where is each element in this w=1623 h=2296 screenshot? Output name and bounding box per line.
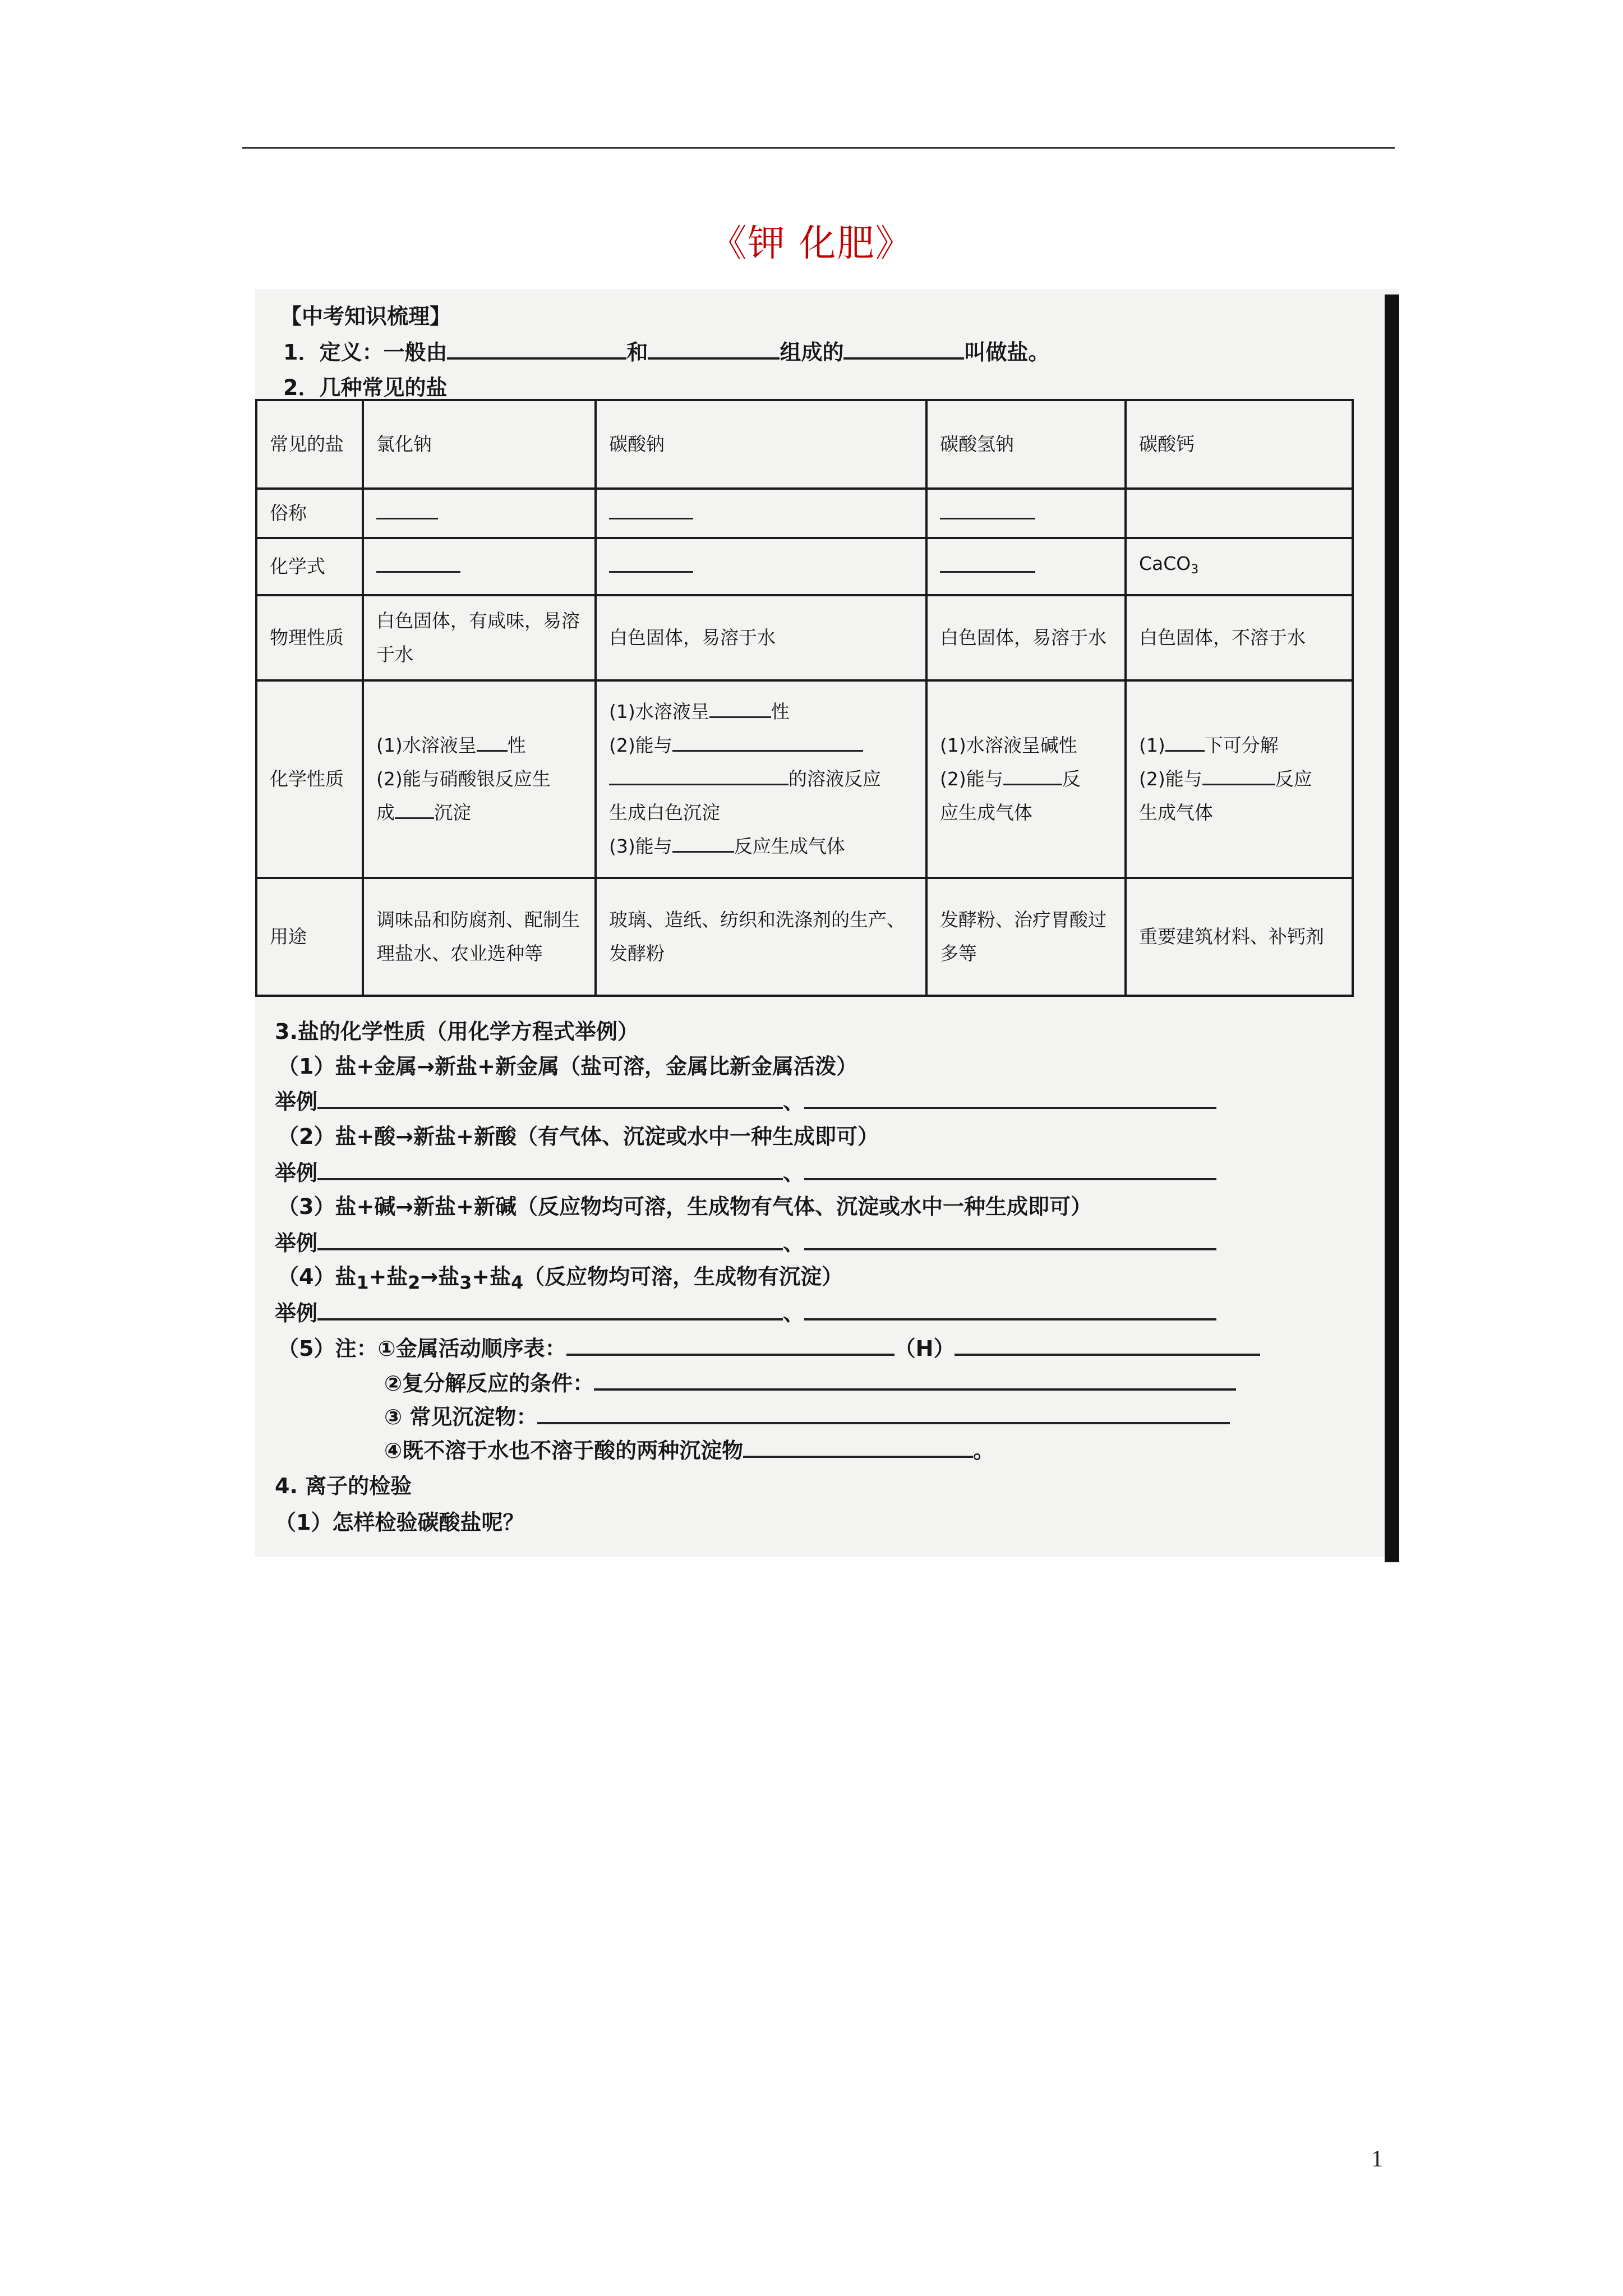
formula-caco3-subscript: 3: [1191, 562, 1199, 577]
chem-text: 下可分解: [1204, 734, 1279, 756]
header-rule: [242, 147, 1395, 149]
example-blank: [804, 1227, 1216, 1250]
fill-blank: [609, 502, 693, 519]
chem-text: 生成气体: [1139, 802, 1213, 823]
definition-prefix: 1．定义：一般由: [283, 340, 448, 365]
fill-blank: [940, 502, 1035, 519]
example-line-1: [275, 1084, 1216, 1115]
chem-text: 沉淀: [434, 802, 471, 823]
common-salts-heading: 2．几种常见的盐: [283, 375, 448, 400]
header-cell: 氯化钠: [363, 400, 596, 489]
formula-caco3-cell: [1126, 538, 1353, 595]
example-label: 举例: [275, 1089, 318, 1114]
table-row-nickname: [256, 489, 1353, 538]
chem-text: 反: [1062, 768, 1081, 790]
fill-blank: [709, 701, 771, 718]
section4-heading: 4. 离子的检验: [275, 1474, 412, 1498]
example-line-2: [275, 1156, 1216, 1186]
fill-blank: [672, 734, 863, 752]
note-line-2: [384, 1366, 1236, 1397]
note-line-3: [384, 1400, 1230, 1430]
definition-line: [283, 335, 1050, 366]
fill-blank: [1165, 734, 1205, 752]
chem-text: (1): [1139, 734, 1165, 756]
chem-text: 生成白色沉淀: [609, 802, 720, 823]
item4-subscript: 3: [459, 1273, 472, 1294]
header-cell: 碳酸氢钠: [926, 400, 1126, 489]
header-cell: 常见的盐: [256, 400, 363, 489]
item4-text: +盐: [472, 1264, 511, 1289]
example-label: 举例: [275, 1231, 318, 1255]
item4-subscript: 4: [511, 1273, 524, 1294]
note-1-mark: （H）: [894, 1336, 955, 1361]
header-cell: 碳酸钠: [596, 400, 926, 489]
formula-blank-cell: [596, 538, 926, 595]
physical-cell: 白色固体，易溶于水: [596, 595, 926, 680]
row-label: 俗称: [256, 489, 363, 538]
fill-blank: [609, 555, 693, 573]
chemical-nahco3-cell: [926, 680, 1126, 878]
note-1: ①金属活动顺序表：: [377, 1336, 566, 1361]
chem-text: 性: [771, 701, 790, 723]
section4-item1: （1）怎样检验碳酸盐呢？: [275, 1510, 524, 1535]
definition-blank-2: [648, 336, 780, 360]
example-blank: [804, 1157, 1216, 1180]
note-label: （5）注：: [278, 1336, 378, 1361]
note-3: ③ 常见沉淀物：: [384, 1405, 538, 1429]
example-blank: [317, 1085, 783, 1109]
example-separator: 、: [783, 1231, 805, 1255]
example-label: 举例: [275, 1301, 318, 1326]
chemical-caco3-cell: [1126, 680, 1353, 878]
section3-item3: （3）盐+碱→新盐+新碱（反应物均可溶，生成物有气体、沉淀或水中一种生成即可）: [278, 1194, 1092, 1219]
use-cell: 调味品和防腐剂、配制生理盐水、农业选种等: [363, 878, 596, 996]
scan-border: [1385, 295, 1399, 1562]
example-blank: [317, 1157, 783, 1180]
note-blank: [537, 1401, 1230, 1424]
chem-text: 反应: [1275, 768, 1312, 790]
fill-blank: [376, 555, 460, 573]
example-blank: [804, 1085, 1216, 1109]
nickname-empty-cell: [1126, 489, 1353, 538]
chem-text: (2)能与: [940, 768, 1003, 790]
note-4-end: 。: [973, 1438, 995, 1463]
physical-cell: 白色固体，不溶于水: [1126, 595, 1353, 680]
example-blank: [804, 1297, 1216, 1320]
item4-text: （反应物均可溶，生成物有沉淀）: [523, 1264, 843, 1289]
fill-blank: [672, 835, 734, 853]
nickname-blank-cell: [596, 489, 926, 538]
header-cell: 碳酸钙: [1126, 400, 1353, 489]
table-row-chemical: [256, 680, 1353, 878]
chem-text: (2)能与硝酸银反应生: [376, 768, 551, 790]
fill-blank: [395, 802, 434, 819]
note-4: ④既不溶于水也不溶于酸的两种沉淀物: [384, 1438, 744, 1463]
definition-suffix: 叫做盐。: [964, 340, 1050, 365]
chemical-na2co3-cell: [596, 680, 926, 878]
chem-text: (2)能与: [609, 734, 672, 756]
row-label: 化学式: [256, 538, 363, 595]
fill-blank: [609, 768, 789, 785]
chem-text: (1)水溶液呈: [376, 734, 477, 756]
fill-blank: [940, 555, 1035, 573]
example-label: 举例: [275, 1161, 318, 1185]
fill-blank: [376, 502, 438, 519]
note-blank: [955, 1332, 1260, 1356]
chem-text: (3)能与: [609, 835, 672, 857]
nickname-blank-cell: [363, 489, 596, 538]
note-blank: [743, 1434, 973, 1458]
item4-text: +盐: [368, 1264, 408, 1289]
chem-text: 反应生成气体: [734, 835, 845, 857]
chem-text: (2)能与: [1139, 768, 1202, 790]
use-cell: 重要建筑材料、补钙剂: [1126, 878, 1353, 996]
item4-subscript: 1: [356, 1273, 369, 1294]
note-2: ②复分解反应的条件：: [384, 1371, 594, 1396]
use-cell: 玻璃、造纸、纺织和洗涤剂的生产、发酵粉: [596, 878, 926, 996]
document-title: 《钾 化肥》: [709, 222, 914, 265]
section3-item4: [278, 1259, 843, 1294]
chem-text: (1)水溶液呈碱性: [940, 734, 1077, 756]
chem-text: 成: [376, 802, 395, 823]
item4-text: （4）盐: [278, 1264, 357, 1289]
example-line-3: [275, 1226, 1216, 1257]
example-separator: 、: [783, 1089, 805, 1114]
use-cell: 发酵粉、治疗胃酸过多等: [926, 878, 1126, 996]
fill-blank: [1202, 768, 1275, 785]
row-label: 化学性质: [256, 680, 363, 878]
definition-mid-2: 组成的: [780, 340, 844, 365]
note-blank: [594, 1367, 1236, 1391]
item4-subscript: 2: [408, 1273, 421, 1294]
nickname-blank-cell: [926, 489, 1126, 538]
section3-heading: 3.盐的化学性质（用化学方程式举例）: [275, 1019, 639, 1044]
item4-text: →盐: [420, 1264, 460, 1289]
example-separator: 、: [783, 1301, 805, 1326]
note-blank: [566, 1332, 895, 1356]
example-separator: 、: [783, 1161, 805, 1185]
row-label: 物理性质: [256, 595, 363, 680]
table-row-physical: [256, 595, 1353, 680]
note-line-1: [278, 1331, 1260, 1362]
chem-text: 性: [507, 734, 526, 756]
chem-text: 的溶液反应: [789, 768, 881, 790]
chem-text: 应生成气体: [940, 802, 1032, 823]
definition-blank-1: [447, 336, 626, 360]
table-row-use: [256, 878, 1353, 996]
page-number: 1: [1371, 2146, 1383, 2172]
fill-blank: [477, 734, 508, 752]
section-header: 【中考知识梳理】: [280, 304, 451, 329]
row-label: 用途: [256, 878, 363, 996]
section3-item1: （1）盐+金属→新盐+新金属（盐可溶，金属比新金属活泼）: [278, 1054, 857, 1079]
definition-mid-1: 和: [626, 340, 648, 365]
formula-blank-cell: [926, 538, 1126, 595]
note-line-4: [384, 1433, 994, 1464]
example-line-4: [275, 1296, 1216, 1327]
formula-blank-cell: [363, 538, 596, 595]
table-row-formula: [256, 538, 1353, 595]
physical-cell: 白色固体，易溶于水: [926, 595, 1126, 680]
definition-blank-3: [843, 336, 964, 360]
example-blank: [317, 1227, 783, 1250]
fill-blank: [1003, 768, 1062, 785]
physical-cell: 白色固体，有咸味，易溶于水: [363, 595, 596, 680]
table-header-row: [256, 400, 1353, 489]
salts-table: [255, 399, 1354, 997]
chemical-nacl-cell: [363, 680, 596, 878]
formula-caco3-main: CaCO: [1139, 552, 1191, 574]
scanned-worksheet: [255, 289, 1399, 1557]
section3-item2: （2）盐+酸→新盐+新酸（有气体、沉淀或水中一种生成即可）: [278, 1124, 879, 1149]
chem-text: (1)水溶液呈: [609, 701, 709, 723]
example-blank: [317, 1297, 783, 1320]
